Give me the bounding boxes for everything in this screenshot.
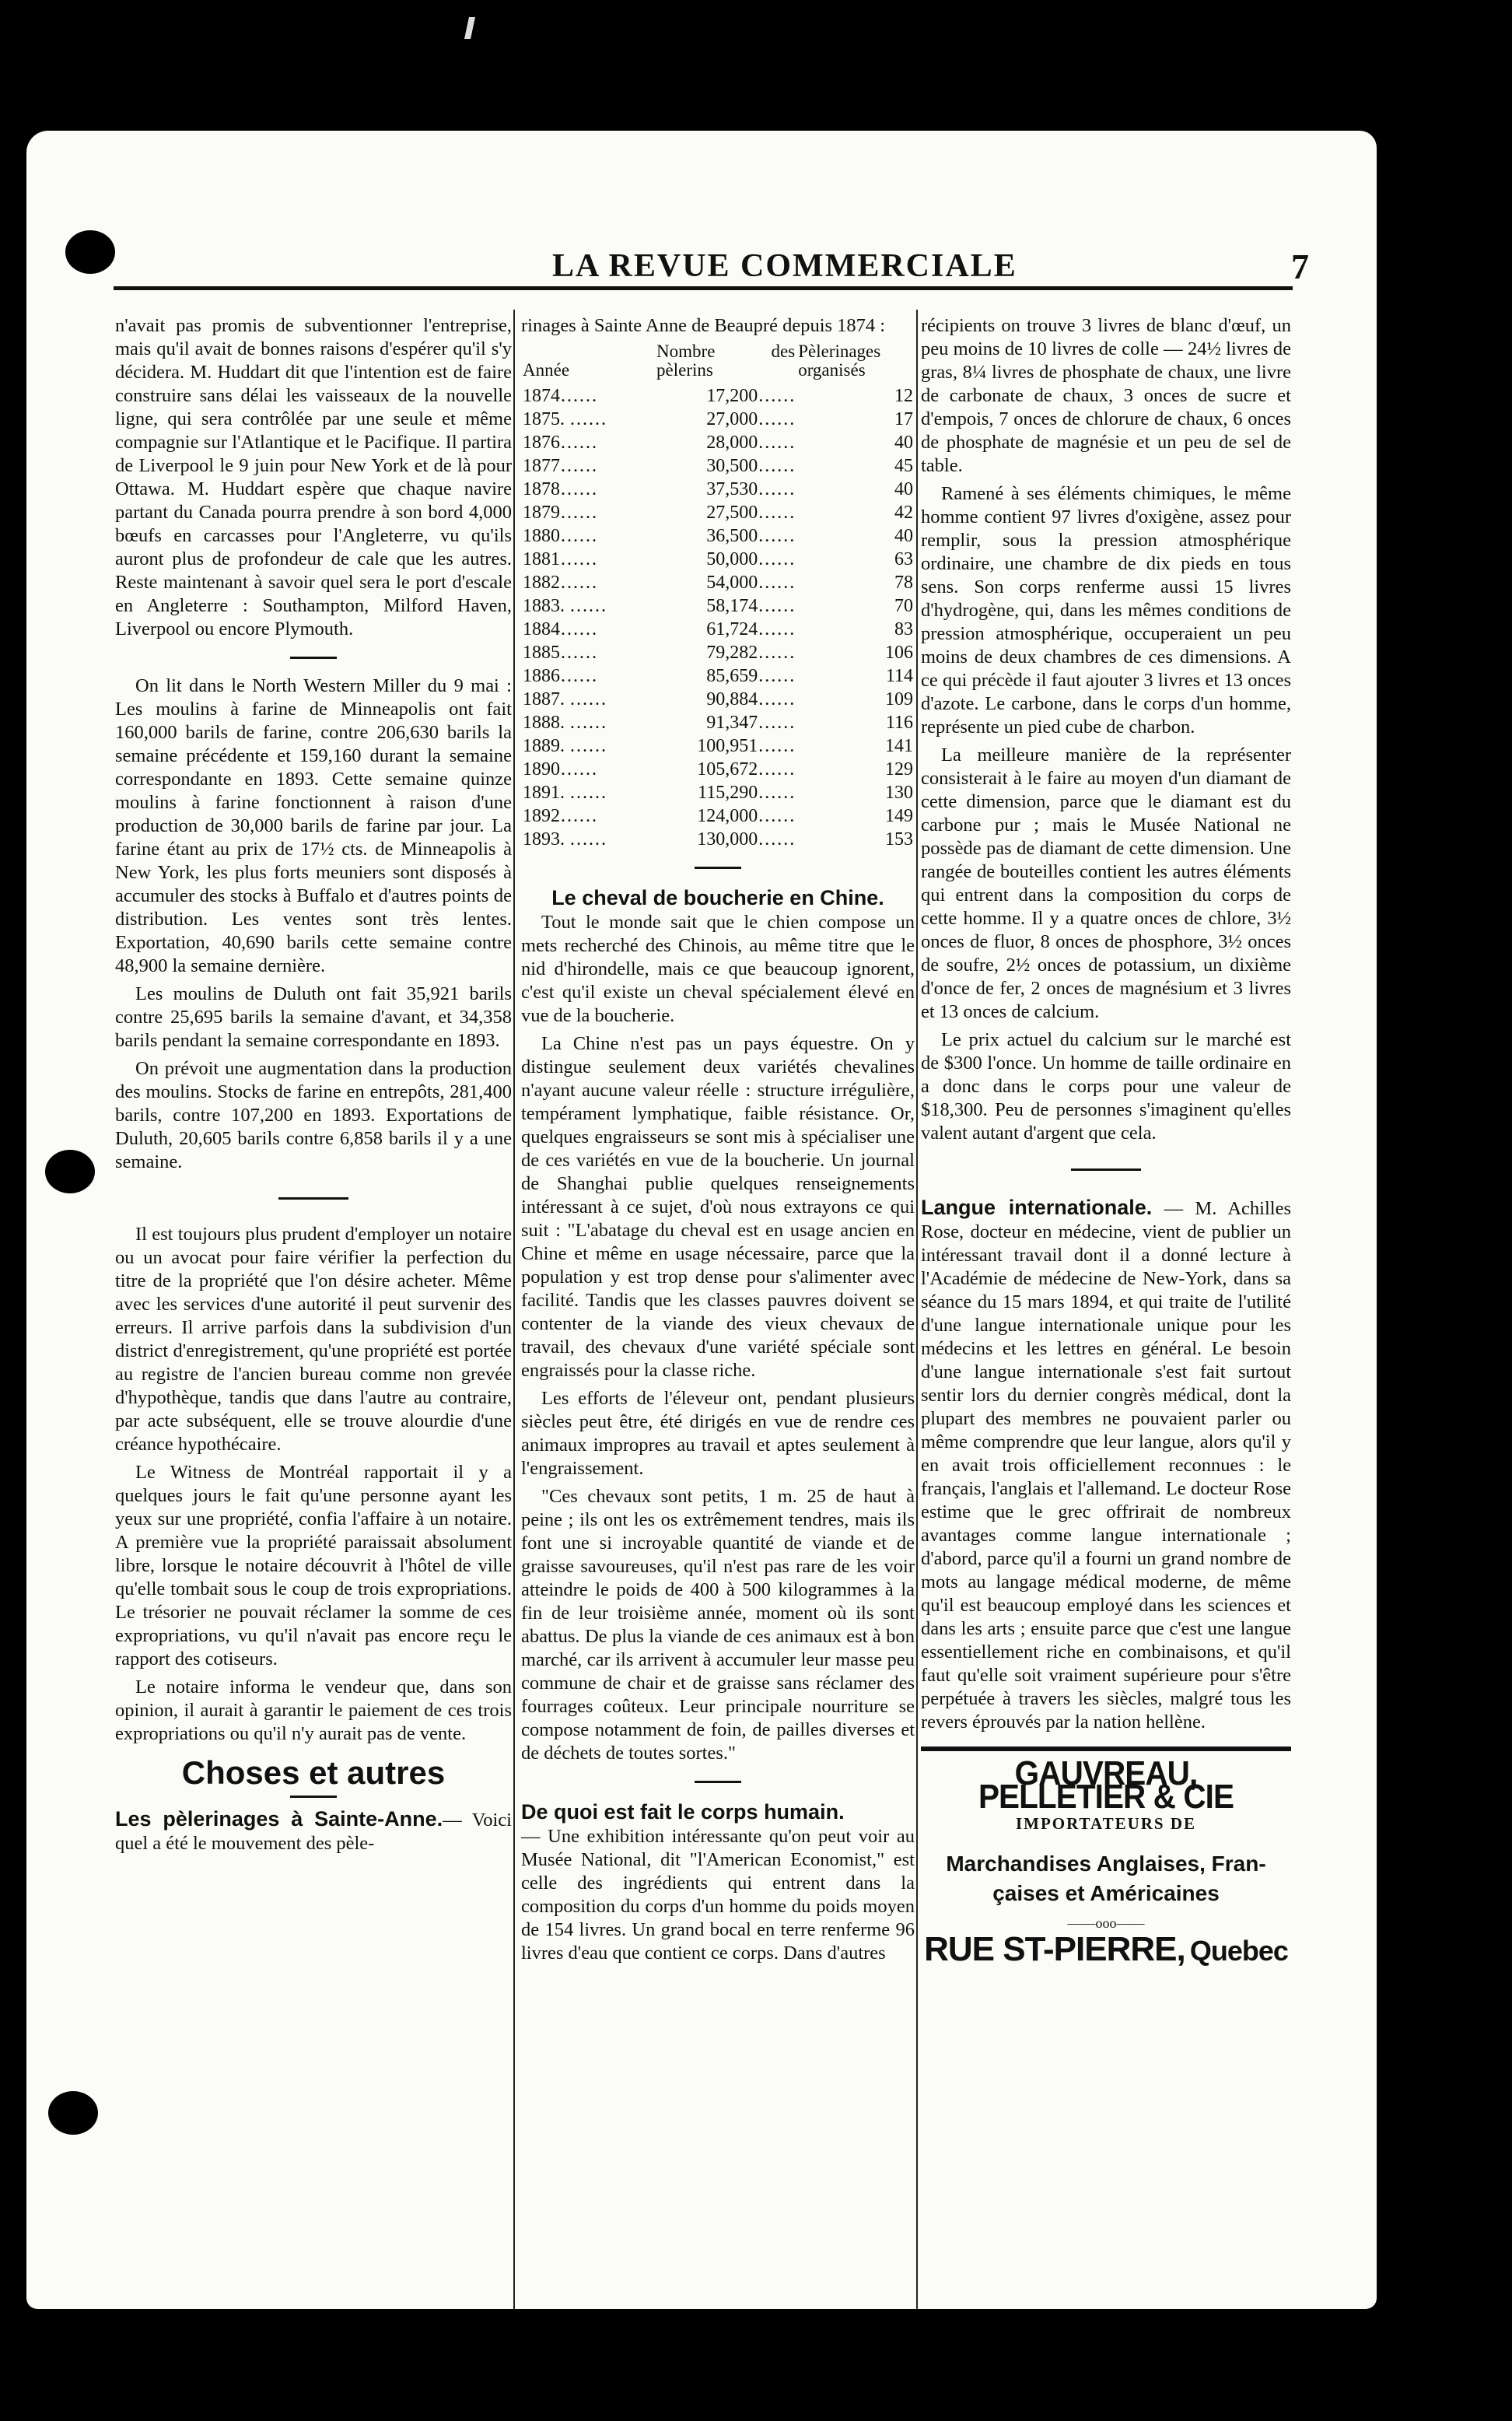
table-cell: 28,000…… bbox=[706, 433, 796, 453]
table-cell: 17 bbox=[894, 409, 913, 429]
table-cell: 17,200…… bbox=[706, 386, 796, 406]
running-head: LA REVUE COMMERCIALE bbox=[552, 248, 1017, 284]
article-paragraph: Le notaire informa le vendeur que, dans son opinion, il aurait à garantir le paiement de ces trois expropriations ou qu'il n'y aurait pas de vente. bbox=[115, 1676, 512, 1744]
table-cell: 1887. …… bbox=[523, 689, 607, 709]
article-title: Langue internationale. bbox=[921, 1196, 1153, 1219]
table-cell: 141 bbox=[885, 736, 913, 756]
table-cell: 70 bbox=[894, 596, 913, 616]
table-cell: 1878…… bbox=[523, 479, 597, 499]
table-cell: 153 bbox=[885, 829, 913, 850]
article-paragraph: On lit dans le North Western Miller du 9 mai : Les moulins à farine de Minneapolis ont fait 160,000 barils de farine, contre 206,630 barils la semaine précédente et 159,160 durant la semaine correspondante en 1893. Cette semaine quinze moulins à farine fonctionnent à raison d'une production de 30,000 barils de farine par jour. La farine étant au prix de 17½ cts. de Minneapolis à New York, les plus forts meuniers sont disposés à accumuler des stocks à Buffalo et d'autres points de distribution. Les ventes sont très lentes. Exportation, 40,690 barils cette semaine contre 48,900 la semaine dernière. bbox=[115, 675, 512, 976]
table-cell: 30,500…… bbox=[706, 456, 796, 476]
table-cell: 91,347…… bbox=[706, 713, 796, 733]
table-row bbox=[521, 734, 915, 758]
table-cell: 42 bbox=[894, 503, 913, 523]
table-cell: 1883. …… bbox=[523, 596, 607, 616]
article-paragraph: Le Witness de Montréal rapportait il y a quelques jours le fait qu'une personne ayant les yeux sur une propriété, confia l'affaire à un notaire. A première vue la propriété paraissait absolument libre, lorsque le notaire découvrit à l'hôtel de ville qu'elle tombait sous le coup de trois expropriations. Le trésorier ne pouvait réclamer la somme de ces expropriations, vu qu'il n'avait pas encore reçu le rapport des cotiseurs. bbox=[115, 1462, 512, 1669]
ad-address: RUE ST-PIERRE, bbox=[924, 1930, 1185, 1968]
table-cell: 1882…… bbox=[523, 573, 597, 593]
table-row bbox=[521, 454, 915, 478]
table-cell: 12 bbox=[894, 386, 913, 406]
ad-city: Quebec bbox=[1189, 1935, 1288, 1967]
table-cell: 1875. …… bbox=[523, 409, 607, 429]
table-row bbox=[521, 594, 915, 618]
table-cell: 109 bbox=[885, 689, 913, 709]
table-cell: 50,000…… bbox=[706, 549, 796, 569]
binding-hole-icon bbox=[65, 230, 115, 274]
table-row bbox=[521, 408, 915, 431]
ad-line: çaises et Américaines bbox=[992, 1881, 1220, 1905]
table-row bbox=[521, 431, 915, 454]
ad-line: Marchandises Anglaises, Fran- bbox=[946, 1852, 1266, 1876]
table-row bbox=[521, 548, 915, 571]
table-cell: 61,724…… bbox=[706, 619, 796, 639]
advertisement bbox=[921, 1747, 1291, 1967]
table-cell: 37,530…… bbox=[706, 479, 796, 499]
table-cell: 90,884…… bbox=[706, 689, 796, 709]
table-row bbox=[521, 641, 915, 664]
separator bbox=[695, 867, 741, 869]
ad-company-name: GAUVREAU, PELLETIER & CIE bbox=[978, 1754, 1234, 1816]
ad-subtitle: IMPORTATEURS DE bbox=[1015, 1814, 1197, 1833]
table-row bbox=[521, 781, 915, 804]
article-text: — Voici quel a été le mouvement des pèle- bbox=[115, 1810, 512, 1854]
table-cell: 1879…… bbox=[523, 503, 597, 523]
binding-hole-icon bbox=[48, 2091, 98, 2135]
table-header: Année bbox=[523, 360, 570, 380]
subsection-title: Les pèlerinages à Sainte-Anne. bbox=[115, 1807, 443, 1831]
scan-mark bbox=[464, 17, 475, 39]
article-paragraph: n'avait pas promis de subventionner l'entreprise, mais qu'il avait de bonnes raisons d'espérer qu'il s'y décidera. M. Huddart dit que l'intention est de faire construire sans délai les vaisseaux de la nouvelle ligne, qui sera contrôlée par une seule et même compagnie sur l'Atlantique et le Pacifique. Il partira de Liverpool le 9 juin pour New York et de là pour Ottawa. M. Huddart espère que chaque navire partant du Canada pourra prendre à son bord 4,000 bœufs en carcasses pour l'Angleterre, vu qu'ils auront plus de profondeur de cale que les autres. Reste maintenant à savoir quel sera le port d'escale en Angleterre : Southampton, Milford Haven, Liverpool ou encore Plymouth. bbox=[115, 315, 512, 639]
article-paragraph: Tout le monde sait que le chien compose un mets recherché des Chinois, au même titre que le nid d'hirondelle, mais ce que beaucoup ignorent, c'est qu'il existe un cheval spécialement élevé en vue de la boucherie. bbox=[521, 912, 915, 1026]
column-rule bbox=[916, 310, 918, 2309]
article-title: Le cheval de boucherie en Chine. bbox=[551, 886, 884, 909]
article-paragraph: La Chine n'est pas un pays équestre. On y distingue seulement deux variétés chevalines n'ayant aucune valeur réelle : structure irrégulière, tempérament lymphatique, faible résistance. Or, quelques engraisseurs se sont mis à spécialiser une de ces variétés en vue de la boucherie. Un journal de Shanghai publie quelques renseignements intéressant à ce sujet, d'où nous extrayons ce qui suit : "L'abatage du cheval est en usage ancien en Chine et même en usage nécessaire, parce que la population y est trop dense pour s'alimenter avec facilité. Tandis que les classes pauvres doivent se contenter de la viande des vieux chevaux de travail, des chevaux d'une variété spéciale sont engraissés pour la classe riche. bbox=[521, 1033, 915, 1381]
column-1 bbox=[115, 314, 512, 1860]
separator bbox=[290, 657, 337, 659]
article-paragraph: — Une exhibition intéressante qu'on peut voir au Musée National, dit "l'American Economist," est celle des ingrédients qui entrent dans la composition du corps d'un homme du poids moyen de 154 livres. Un grand bocal en terre renferme 96 livres d'eau que contient ce corps. Dans d'autres bbox=[521, 1826, 915, 1964]
table-cell: 1876…… bbox=[523, 433, 597, 453]
table-cell: 124,000…… bbox=[697, 806, 796, 826]
column-rule bbox=[513, 310, 515, 2309]
table-cell: 130,000…… bbox=[697, 829, 796, 850]
table-cell: 78 bbox=[894, 573, 913, 593]
article-paragraph: Les moulins de Duluth ont fait 35,921 barils contre 25,695 barils la semaine d'avant, et 34,358 barils pendant la semaine correspondante en 1893. bbox=[115, 983, 512, 1051]
table-cell: 116 bbox=[885, 713, 913, 733]
table-cell: 1881…… bbox=[523, 549, 597, 569]
article-paragraph: rinages à Sainte Anne de Beaupré depuis 1874 : bbox=[521, 315, 886, 336]
table-row bbox=[521, 618, 915, 641]
table-row bbox=[521, 524, 915, 548]
table-cell: 1890…… bbox=[523, 759, 597, 780]
table-header: Nombre des pèlerins bbox=[656, 342, 796, 380]
table-cell: 1888. …… bbox=[523, 713, 607, 733]
table-row bbox=[521, 804, 915, 828]
article-paragraph: Il est toujours plus prudent d'employer un notaire ou un avocat pour faire vérifier la perfection du titre de la propriété que l'on désire acheter. Même avec les services d'une autorité il peut survenir des erreurs. Il arrive parfois dans la subdivision d'un district d'enregistrement, qu'une propriété est portée au registre de l'ancien bureau comme non grevée d'hypothèque, tandis que dans l'autre au contraire, par acte subséquent, elle se trouve alourdie d'une créance hypothécaire. bbox=[115, 1224, 512, 1455]
header-rule bbox=[114, 286, 1293, 290]
table-cell: 63 bbox=[894, 549, 913, 569]
table-cell: 1885…… bbox=[523, 643, 597, 663]
table-row bbox=[521, 828, 915, 851]
separator bbox=[695, 1781, 741, 1783]
table-cell: 79,282…… bbox=[706, 643, 796, 663]
table-row bbox=[521, 758, 915, 781]
table-cell: 105,672…… bbox=[697, 759, 796, 780]
table-row bbox=[521, 384, 915, 408]
page-number: 7 bbox=[1291, 247, 1309, 286]
ad-divider: ——ooo—— bbox=[1067, 1915, 1145, 1931]
table-cell: 1886…… bbox=[523, 666, 597, 686]
table-row bbox=[521, 664, 915, 688]
separator bbox=[278, 1197, 348, 1200]
newspaper-page bbox=[26, 131, 1377, 2309]
table-cell: 1877…… bbox=[523, 456, 597, 476]
article-paragraph: On prévoit une augmentation dans la production des moulins. Stocks de farine en entrepôts, 281,400 barils, contre 107,200 en 1893. Exportations de Duluth, 20,605 barils contre 6,858 barils il y a une semaine. bbox=[115, 1058, 512, 1172]
table-cell: 129 bbox=[885, 759, 913, 780]
table-cell: 85,659…… bbox=[706, 666, 796, 686]
table-cell: 130 bbox=[885, 783, 913, 803]
table-header: Pèlerinages organisés bbox=[798, 342, 881, 380]
article-paragraph: Le prix actuel du calcium sur le marché est de $300 l'once. Un homme de taille ordinaire en a donc dans le corps pour une valeur de $18,300. Peu de personnes s'imaginent qu'elles valent autant d'argent que cela. bbox=[921, 1029, 1291, 1144]
pilgrimage-table bbox=[521, 342, 915, 851]
table-row bbox=[521, 711, 915, 734]
table-cell: 40 bbox=[894, 479, 913, 499]
table-cell: 1893. …… bbox=[523, 829, 607, 850]
table-row bbox=[521, 688, 915, 711]
article-paragraph: Les efforts de l'éleveur ont, pendant plusieurs siècles peut être, été dirigés en vue de rendre ces animaux impropres au travail et aptes seulement à l'engraissement. bbox=[521, 1388, 915, 1479]
table-cell: 114 bbox=[885, 666, 913, 686]
table-cell: 40 bbox=[894, 526, 913, 546]
section-title: Choses et autres bbox=[181, 1754, 446, 1791]
table-cell: 54,000…… bbox=[706, 573, 796, 593]
table-cell: 1880…… bbox=[523, 526, 597, 546]
table-cell: 100,951…… bbox=[697, 736, 796, 756]
table-cell: 1889. …… bbox=[523, 736, 607, 756]
table-cell: 45 bbox=[894, 456, 913, 476]
table-cell: 27,000…… bbox=[706, 409, 796, 429]
table-cell: 115,290…… bbox=[698, 783, 796, 803]
table-row bbox=[521, 478, 915, 501]
article-paragraph: récipients on trouve 3 livres de blanc d'œuf, un peu moins de 10 livres de colle — 24½ livres de gras, 8¼ livres de phosphate de chaux, une livre de carbonate de chaux, 3 onces de sucre et d'empois, 7 onces de chlorure de chaux, 6 onces de phosphate de magnésie et un peu de sel de table. bbox=[921, 315, 1291, 476]
table-cell: 1884…… bbox=[523, 619, 597, 639]
table-row bbox=[521, 571, 915, 594]
article-paragraph: La meilleure manière de la représenter consisterait à le faire au moyen d'un diamant de cette dimension, parce que le diamant est du carbone pur ; mais le Musée National ne possède pas de diamant de cette dimension. Une rangée de bouteilles contient les autres éléments qui entrent dans la composition du corps de cette homme. Il y a quatre onces de chlore, 3½ onces de fluor, 8 onces de phosphore, 3½ onces de soufre, 2½ onces de potassium, un dixième d'once de fer, 2 onces de magnésium et 3 livres et 13 onces de calcium. bbox=[921, 745, 1291, 1022]
article-title: De quoi est fait le corps humain. bbox=[521, 1800, 845, 1824]
table-cell: 149 bbox=[885, 806, 913, 826]
table-row bbox=[521, 501, 915, 524]
column-2 bbox=[521, 314, 915, 1970]
table-cell: 1892…… bbox=[523, 806, 597, 826]
table-cell: 1891. …… bbox=[523, 783, 607, 803]
binding-hole-icon bbox=[45, 1150, 95, 1193]
separator bbox=[290, 1796, 337, 1798]
article-paragraph: Ramené à ses éléments chimiques, le même homme contient 97 livres d'oxigène, assez pour remplir, sous la pression atmosphérique ordinaire, une chambre de dix pieds en tous sens. Son corps renferme aussi 15 livres d'hydrogène, qui, dans les mêmes conditions de pression atmosphérique, occuperaient un peu moins de deux chambres de ces dimensions. A ce qui précède il faut ajouter 3 livres et 13 onces d'azote. Le carbone, dans le corps d'un homme, représente un pied cube de charbon. bbox=[921, 483, 1291, 738]
table-cell: 83 bbox=[894, 619, 913, 639]
table-cell: 58,174…… bbox=[706, 596, 796, 616]
table-cell: 27,500…… bbox=[706, 503, 796, 523]
column-3 bbox=[921, 314, 1291, 1967]
article-paragraph: "Ces chevaux sont petits, 1 m. 25 de haut à peine ; ils ont les os extrêmement tendres, mais ils font une si incroyable quantité de viande et de graisse savoureuses, qu'il n'est pas rare de les voir atteindre le poids de 400 à 500 kilogrammes à la fin de leur troisième année, moment où ils sont abattus. De plus la viande de ces animaux est à bon marché, car ils arrivent à accumuler leur masse peu commune de chair et de graisse sans réclamer des fourrages coûteux. Leur principale nourriture se compose notamment de foin, de pailles diverses et de déchets de toutes sortes." bbox=[521, 1486, 915, 1764]
table-cell: 40 bbox=[894, 433, 913, 453]
article-text: — M. Achilles Rose, docteur en médecine, vient de publier un intéressant travail dont il a donné lecture à l'Académie de médecine de New-York, dans sa séance du 15 mars 1894, et qui traite de l'utilité d'une langue internationale unique pour les médecins et les lettres en général. Le besoin d'une langue internationale s'est fait surtout sentir lors du dernier congrès médical, dont la plupart des membres ne pouvaient parler ou même comprendre que leur langue, alors qu'il y en avait trois officiellement reconnues : le français, l'anglais et l'allemand. Le docteur Rose estime que le grec offrirait de nombreux avantages comme langue internationale ; d'abord, parce qu'il a fourni un grand nombre de mots au langage médical moderne, de même qu'il est beaucoup employé dans les sciences et dans les arts ; ensuite parce que c'est une langue essentiellement riche en combinaisons, et qu'il faut qu'elle soit vraiment supérieure pour s'être perpétuée à travers les siècles, malgré tous les revers éprouvés par la nation hellène. bbox=[921, 1198, 1291, 1733]
table-cell: 1874…… bbox=[523, 386, 597, 406]
separator bbox=[1071, 1168, 1141, 1171]
table-cell: 106 bbox=[885, 643, 913, 663]
table-cell: 36,500…… bbox=[706, 526, 796, 546]
